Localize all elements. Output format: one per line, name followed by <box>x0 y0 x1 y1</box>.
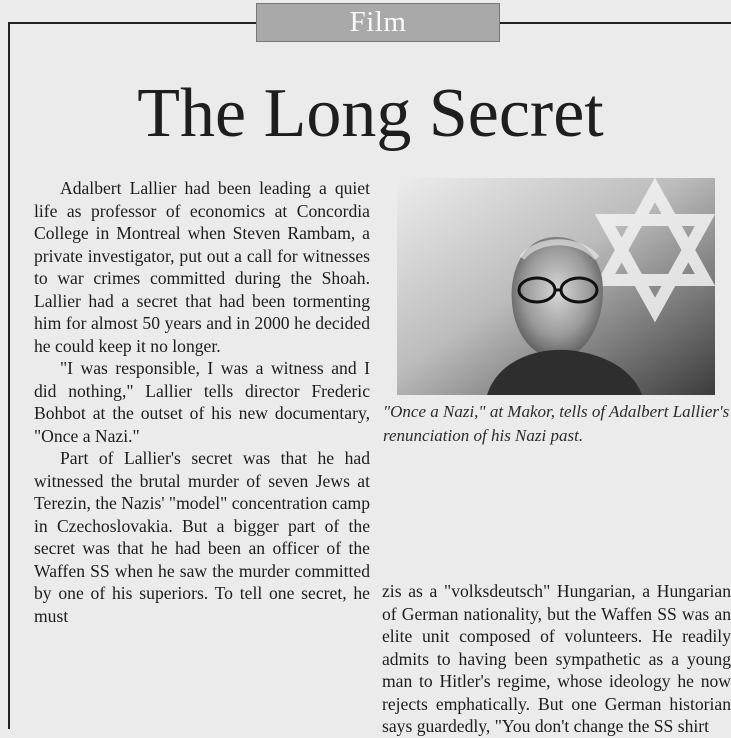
article-photo <box>397 178 715 395</box>
section-label: Film <box>256 3 500 42</box>
photo-caption: "Once a Nazi," at Makor, tells of Adalbert Lallier's renunciation of his Nazi past. <box>383 402 730 445</box>
photo-illustration <box>397 178 715 395</box>
continued-text: zis as a "volksdeutsch" Hungarian, a Hungarian of German nationality, but the Waffen SS was an elite unit composed of volunteers. He readily admits to having been sympathetic as a young man to Hitler's regime, whose ideology he now rejects emphatically. But one German historian says guardedly, "You don't change the SS shirt <box>382 581 731 736</box>
headline: The Long Secret <box>137 75 604 152</box>
right-column <box>382 580 731 738</box>
paragraph-3: Part of Lallier's secret was that he had witnessed the brutal murder of seven Jews at Terezin, the Nazis' "model" concentration camp in Czechoslovakia. But a bigger part of the secret was that he had been an officer of the Waffen SS when he saw the murder committed by one of his superiors. To tell one secret, he must <box>34 448 370 626</box>
left-column <box>34 177 370 627</box>
paragraph-2: "I was responsible, I was a witness and I did nothing," Lallier tells director Frederic Bohbot at the outset of his new documentary, "Once a Nazi." <box>34 358 370 446</box>
paragraph-1: Adalbert Lallier had been leading a quiet life as professor of economics at Concordia College in Montreal when Steven Rambam, a private investigator, put out a call for witnesses to war crimes committed during the Shoah. Lallier had a secret that had been tormenting him for almost 50 years and in 2000 he decided he could keep it no longer. <box>34 178 370 356</box>
